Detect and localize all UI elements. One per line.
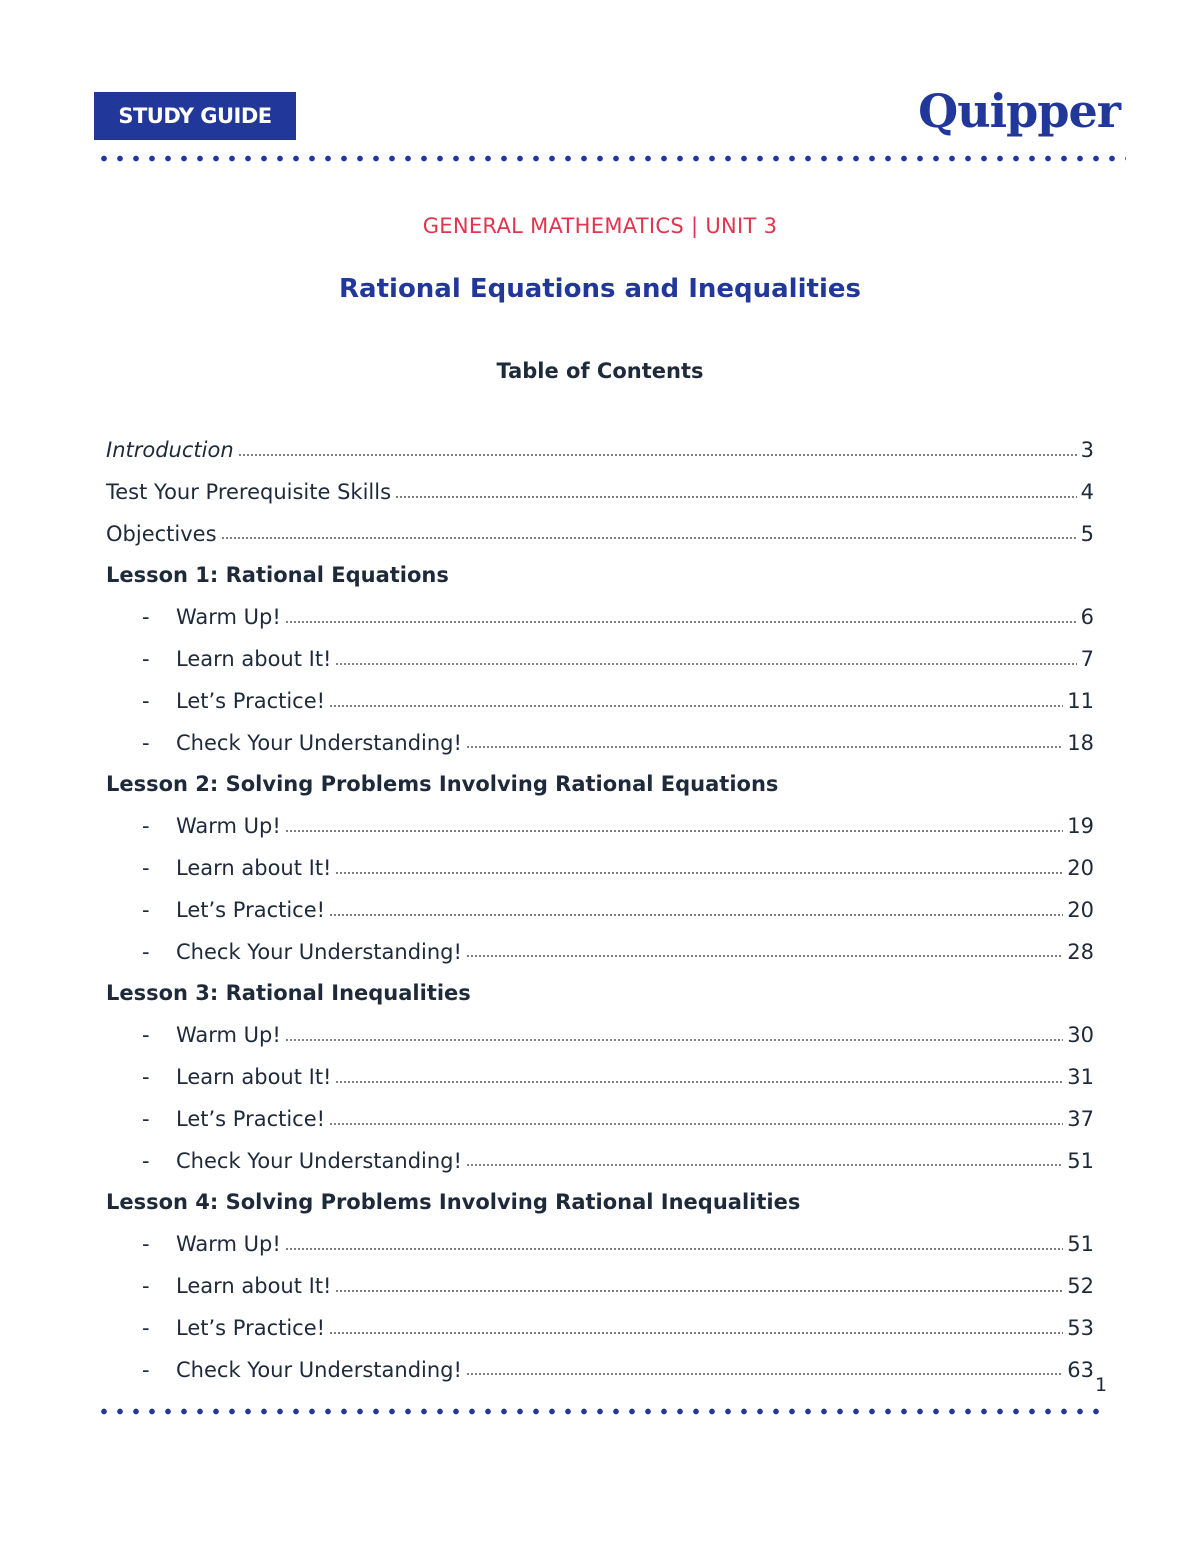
toc-lesson-3-heading[interactable]: Lesson 3: Rational Inequalities [106, 981, 471, 1006]
dot-leader [285, 621, 1077, 623]
bullet-dash: - [142, 939, 150, 964]
bullet-dash: - [142, 897, 150, 922]
toc-entry-label: Warm Up! [176, 814, 281, 839]
toc-entry[interactable] [106, 723, 1094, 765]
toc-entry-page: 18 [1067, 730, 1094, 755]
toc-entry[interactable] [106, 1099, 1094, 1141]
toc-entry-label: Learn about It! [176, 1273, 332, 1298]
dot-leader [285, 830, 1063, 832]
study-guide-badge: STUDY GUIDE [94, 92, 296, 140]
footer-dotted-divider [96, 1408, 1108, 1415]
toc-entry-page: 4 [1080, 479, 1094, 504]
toc-lesson-4-heading[interactable]: Lesson 4: Solving Problems Involving Rational Inequalities [106, 1190, 801, 1215]
toc-entry-label: Learn about It! [176, 1064, 332, 1089]
toc-entry[interactable] [106, 932, 1094, 974]
toc-entry-label: Check Your Understanding! [176, 1148, 462, 1173]
toc-entry-objectives[interactable] [106, 514, 1094, 556]
bullet-dash: - [142, 1273, 150, 1298]
bullet-dash: - [142, 605, 150, 630]
toc-entry[interactable] [106, 1141, 1094, 1183]
toc-entry-page: 6 [1080, 605, 1094, 630]
toc-entry-page: 19 [1067, 814, 1094, 839]
bullet-dash: - [142, 730, 150, 755]
toc-entry-label: Warm Up! [176, 1023, 281, 1048]
toc-entry-page: 51 [1067, 1148, 1094, 1173]
toc-entry-page: 31 [1067, 1064, 1094, 1089]
toc-entry-label: Learn about It! [176, 855, 332, 880]
toc-entry[interactable] [106, 890, 1094, 932]
bullet-dash: - [142, 1357, 150, 1382]
dot-leader [329, 705, 1063, 707]
dot-leader [329, 1123, 1063, 1125]
bullet-dash: - [142, 1106, 150, 1131]
dot-leader [466, 746, 1063, 748]
toc-entry-page: 37 [1067, 1106, 1094, 1131]
toc-entry-label: Let’s Practice! [176, 688, 326, 713]
toc-entry-label: Introduction [106, 438, 234, 462]
dot-leader [466, 1164, 1063, 1166]
toc-lesson-1-heading[interactable]: Lesson 1: Rational Equations [106, 563, 449, 588]
toc-entry[interactable] [106, 1015, 1094, 1057]
page-number: 1 [1095, 1374, 1108, 1396]
toc-entry[interactable] [106, 1224, 1094, 1266]
toc-entry-label: Let’s Practice! [176, 1106, 326, 1131]
toc-entry-label: Warm Up! [176, 1232, 281, 1257]
dot-leader [335, 872, 1063, 874]
header-dotted-divider [96, 155, 1126, 162]
bullet-dash: - [142, 1232, 150, 1257]
toc-entry-label: Objectives [106, 521, 217, 546]
toc-entry-label: Check Your Understanding! [176, 1357, 462, 1382]
toc-lesson-2-heading[interactable]: Lesson 2: Solving Problems Involving Rational Equations [106, 772, 779, 797]
dot-leader [329, 914, 1063, 916]
toc-entry-page: 53 [1067, 1315, 1094, 1340]
dot-leader [395, 496, 1077, 498]
bullet-dash: - [142, 1148, 150, 1173]
toc-entry-page: 3 [1080, 438, 1094, 462]
toc-entry-page: 5 [1080, 521, 1094, 546]
toc-entry-page: 63 [1067, 1357, 1094, 1382]
table-of-contents [106, 430, 1094, 1391]
subject-heading: GENERAL MATHEMATICS | UNIT 3 [422, 214, 778, 238]
bullet-dash: - [142, 1023, 150, 1048]
toc-entry-label: Check Your Understanding! [176, 730, 462, 755]
toc-entry[interactable] [106, 681, 1094, 723]
toc-entry-label: Test Your Prerequisite Skills [106, 479, 392, 504]
toc-entry-page: 7 [1080, 646, 1094, 671]
toc-entry[interactable] [106, 806, 1094, 848]
bullet-dash: - [142, 688, 150, 713]
dot-leader [238, 454, 1077, 456]
toc-entry[interactable] [106, 1057, 1094, 1099]
toc-heading: Table of Contents [496, 359, 704, 383]
toc-entry-label: Let’s Practice! [176, 1315, 326, 1340]
toc-entry[interactable] [106, 1350, 1094, 1392]
toc-entry-page: 30 [1067, 1023, 1094, 1048]
bullet-dash: - [142, 814, 150, 839]
toc-entry[interactable] [106, 1266, 1094, 1308]
toc-entry-page: 28 [1067, 939, 1094, 964]
toc-entry[interactable] [106, 597, 1094, 639]
dot-leader [285, 1248, 1063, 1250]
toc-entry-page: 20 [1067, 897, 1094, 922]
dot-leader [335, 1081, 1063, 1083]
toc-entry-label: Let’s Practice! [176, 897, 326, 922]
toc-entry-label: Learn about It! [176, 646, 332, 671]
toc-entry-introduction[interactable] [106, 430, 1094, 472]
quipper-logo: Quipper [918, 84, 1120, 138]
toc-entry-page: 52 [1067, 1273, 1094, 1298]
toc-entry-page: 51 [1067, 1232, 1094, 1257]
bullet-dash: - [142, 855, 150, 880]
toc-entry[interactable] [106, 1308, 1094, 1350]
dot-leader [335, 1290, 1063, 1292]
page-title: Rational Equations and Inequalities [339, 274, 861, 304]
bullet-dash: - [142, 1064, 150, 1089]
toc-entry-prerequisite-skills[interactable] [106, 472, 1094, 514]
dot-leader [466, 1373, 1063, 1375]
dot-leader [466, 955, 1063, 957]
toc-entry-label: Check Your Understanding! [176, 939, 462, 964]
toc-entry[interactable] [106, 639, 1094, 681]
toc-entry[interactable] [106, 848, 1094, 890]
dot-leader [221, 537, 1077, 539]
dot-leader [329, 1332, 1063, 1334]
toc-entry-page: 11 [1067, 688, 1094, 713]
dot-leader [285, 1039, 1063, 1041]
toc-entry-page: 20 [1067, 855, 1094, 880]
bullet-dash: - [142, 1315, 150, 1340]
dot-leader [335, 663, 1076, 665]
bullet-dash: - [142, 646, 150, 671]
toc-entry-label: Warm Up! [176, 605, 281, 630]
